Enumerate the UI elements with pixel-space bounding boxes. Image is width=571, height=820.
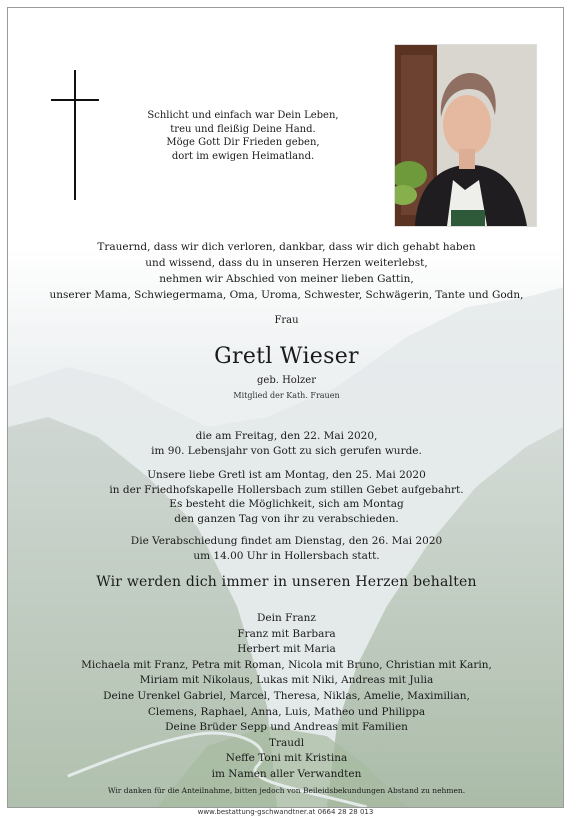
cross-icon bbox=[51, 70, 99, 200]
intro-line: und wissend, dass du in unseren Herzen weiterlebst, bbox=[145, 257, 428, 269]
poem bbox=[118, 109, 368, 163]
footer-contact: www.bestattung-gschwandtner.at 0664 28 28 013 bbox=[197, 808, 374, 816]
obituary-card bbox=[7, 7, 564, 808]
farewell-line: Die Verabschiedung findet am Dienstag, den 26. Mai 2020 bbox=[130, 535, 443, 547]
death-line: im 90. Lebensjahr von Gott zu sich gerufen wurde. bbox=[151, 445, 422, 457]
viewing-line: den ganzen Tag von ihr zu verabschieden. bbox=[174, 512, 399, 525]
farewell-line: um 14.00 Uhr in Hollersbach statt. bbox=[193, 550, 380, 562]
mourner-line: Michaela mit Franz, Petra mit Roman, Nicola mit Bruno, Christian mit Karin, bbox=[81, 658, 492, 671]
death-line: die am Freitag, den 22. Mai 2020, bbox=[195, 430, 378, 442]
membership: Mitglied der Kath. Frauen bbox=[233, 391, 340, 400]
mourner-line: Dein Franz bbox=[257, 612, 316, 624]
mourner-line: Clemens, Raphael, Anna, Luis, Matheo und Philippa bbox=[147, 705, 426, 718]
mourner-line: Miriam mit Nikolaus, Lukas mit Niki, Andreas mit Julia bbox=[139, 674, 434, 687]
intro-text bbox=[8, 239, 564, 303]
viewing-info bbox=[8, 468, 564, 526]
motto: Wir werden dich immer in unseren Herzen behalten bbox=[96, 574, 477, 590]
mourners-list bbox=[8, 611, 564, 783]
deceased-name: Gretl Wieser bbox=[214, 344, 359, 369]
poem-line: dort im ewigen Heimatland. bbox=[171, 150, 315, 162]
poem-line: treu und fleißig Deine Hand. bbox=[170, 123, 316, 135]
viewing-line: Es besteht die Möglichkeit, sich am Montag bbox=[169, 498, 404, 510]
death-notice bbox=[8, 429, 564, 459]
mourner-line: Deine Brüder Sepp und Andreas mit Familien bbox=[165, 721, 408, 734]
intro-line: unserer Mama, Schwiegermama, Oma, Uroma, Schwester, Schwägerin, Tante und Godn, bbox=[49, 289, 524, 301]
thanks-note: Wir danken für die Anteilnahme, bitten jedoch von Beileidsbekundungen Abstand zu nehmen. bbox=[107, 786, 466, 795]
birth-name: geb. Holzer bbox=[257, 375, 316, 386]
poem-line: Schlicht und einfach war Dein Leben, bbox=[147, 110, 339, 121]
viewing-line: Unsere liebe Gretl ist am Montag, den 25. Mai 2020 bbox=[147, 469, 426, 481]
mourner-line: Franz mit Barbara bbox=[237, 627, 336, 640]
viewing-line: in der Friedhofskapelle Hollersbach zum stillen Gebet aufgebahrt. bbox=[109, 483, 464, 496]
intro-line: Trauernd, dass wir dich verloren, dankbar, dass wir dich gehabt haben bbox=[97, 241, 476, 253]
mourner-line: Deine Urenkel Gabriel, Marcel, Theresa, Niklas, Amelie, Maximilian, bbox=[103, 689, 470, 702]
mourner-line: im Namen aller Verwandten bbox=[211, 767, 362, 780]
mourner-line: Herbert mit Maria bbox=[237, 643, 336, 656]
mourner-line: Traudl bbox=[268, 736, 305, 749]
farewell-info bbox=[8, 534, 564, 564]
mourner-line: Neffe Toni mit Kristina bbox=[225, 752, 348, 765]
poem-line: Möge Gott Dir Frieden geben, bbox=[166, 137, 320, 148]
intro-line: nehmen wir Abschied von meiner lieben Gattin, bbox=[159, 273, 414, 285]
portrait-photo bbox=[394, 44, 537, 227]
title-prefix: Frau bbox=[274, 315, 299, 326]
